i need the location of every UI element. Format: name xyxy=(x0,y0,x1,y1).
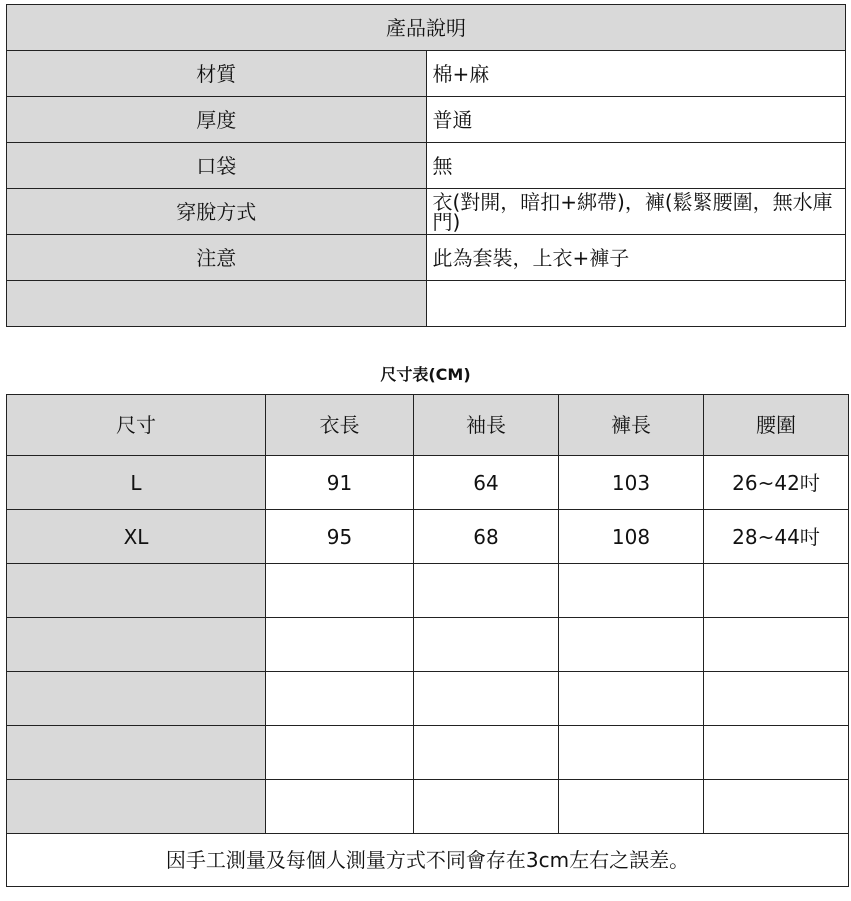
size-cell xyxy=(414,672,559,726)
size-header-cell: 尺寸 xyxy=(7,395,266,456)
size-row xyxy=(7,672,849,726)
size-cell: 28~44吋 xyxy=(704,510,849,564)
size-cell xyxy=(266,672,414,726)
description-title: 產品說明 xyxy=(7,5,846,51)
size-cell xyxy=(414,564,559,618)
size-cell: 108 xyxy=(559,510,704,564)
description-label: 注意 xyxy=(7,235,427,281)
description-label: 口袋 xyxy=(7,143,427,189)
size-cell: 68 xyxy=(414,510,559,564)
size-cell xyxy=(559,618,704,672)
size-cell xyxy=(7,780,266,834)
size-chart-title: 尺寸表(CM) xyxy=(380,365,471,384)
size-cell xyxy=(7,726,266,780)
size-cell xyxy=(414,726,559,780)
description-row xyxy=(7,235,846,281)
description-label: 材質 xyxy=(7,51,427,97)
size-cell xyxy=(704,618,849,672)
size-cell xyxy=(7,564,266,618)
size-cell: 91 xyxy=(266,456,414,510)
size-cell: L xyxy=(7,456,266,510)
size-cell xyxy=(266,780,414,834)
size-header-cell: 褲長 xyxy=(559,395,704,456)
size-chart-table xyxy=(6,394,849,887)
description-row xyxy=(7,189,846,235)
size-cell xyxy=(704,726,849,780)
size-note-row xyxy=(7,834,849,887)
size-row xyxy=(7,510,849,564)
size-cell xyxy=(414,780,559,834)
size-row xyxy=(7,618,849,672)
size-row xyxy=(7,780,849,834)
description-row xyxy=(7,281,846,327)
size-cell: XL xyxy=(7,510,266,564)
size-cell xyxy=(266,564,414,618)
product-description-table xyxy=(6,4,846,327)
size-cell xyxy=(559,780,704,834)
description-value: 無 xyxy=(426,143,846,189)
description-value xyxy=(426,281,846,327)
size-header-row xyxy=(7,395,849,456)
description-value: 棉+麻 xyxy=(426,51,846,97)
size-row xyxy=(7,456,849,510)
description-label: 穿脫方式 xyxy=(7,189,427,235)
measurement-note: 因手工測量及每個人測量方式不同會存在3cm左右之誤差。 xyxy=(7,834,849,887)
description-row xyxy=(7,51,846,97)
size-row xyxy=(7,564,849,618)
description-value: 普通 xyxy=(426,97,846,143)
description-row xyxy=(7,97,846,143)
description-label: 厚度 xyxy=(7,97,427,143)
size-cell xyxy=(7,618,266,672)
size-cell: 95 xyxy=(266,510,414,564)
size-header-cell: 袖長 xyxy=(414,395,559,456)
size-cell: 64 xyxy=(414,456,559,510)
size-row xyxy=(7,726,849,780)
size-cell xyxy=(559,672,704,726)
size-cell xyxy=(559,726,704,780)
description-label xyxy=(7,281,427,327)
size-cell xyxy=(559,564,704,618)
description-row xyxy=(7,143,846,189)
size-cell: 26~42吋 xyxy=(704,456,849,510)
size-header-cell: 腰圍 xyxy=(704,395,849,456)
size-cell xyxy=(266,726,414,780)
size-cell xyxy=(7,672,266,726)
size-cell xyxy=(414,618,559,672)
size-header-cell: 衣長 xyxy=(266,395,414,456)
size-cell xyxy=(266,618,414,672)
description-value: 衣(對開，暗扣+綁帶)，褲(鬆緊腰圍，無水庫門) xyxy=(426,189,846,235)
size-cell xyxy=(704,672,849,726)
description-value: 此為套裝，上衣+褲子 xyxy=(426,235,846,281)
size-cell: 103 xyxy=(559,456,704,510)
size-cell xyxy=(704,564,849,618)
size-cell xyxy=(704,780,849,834)
